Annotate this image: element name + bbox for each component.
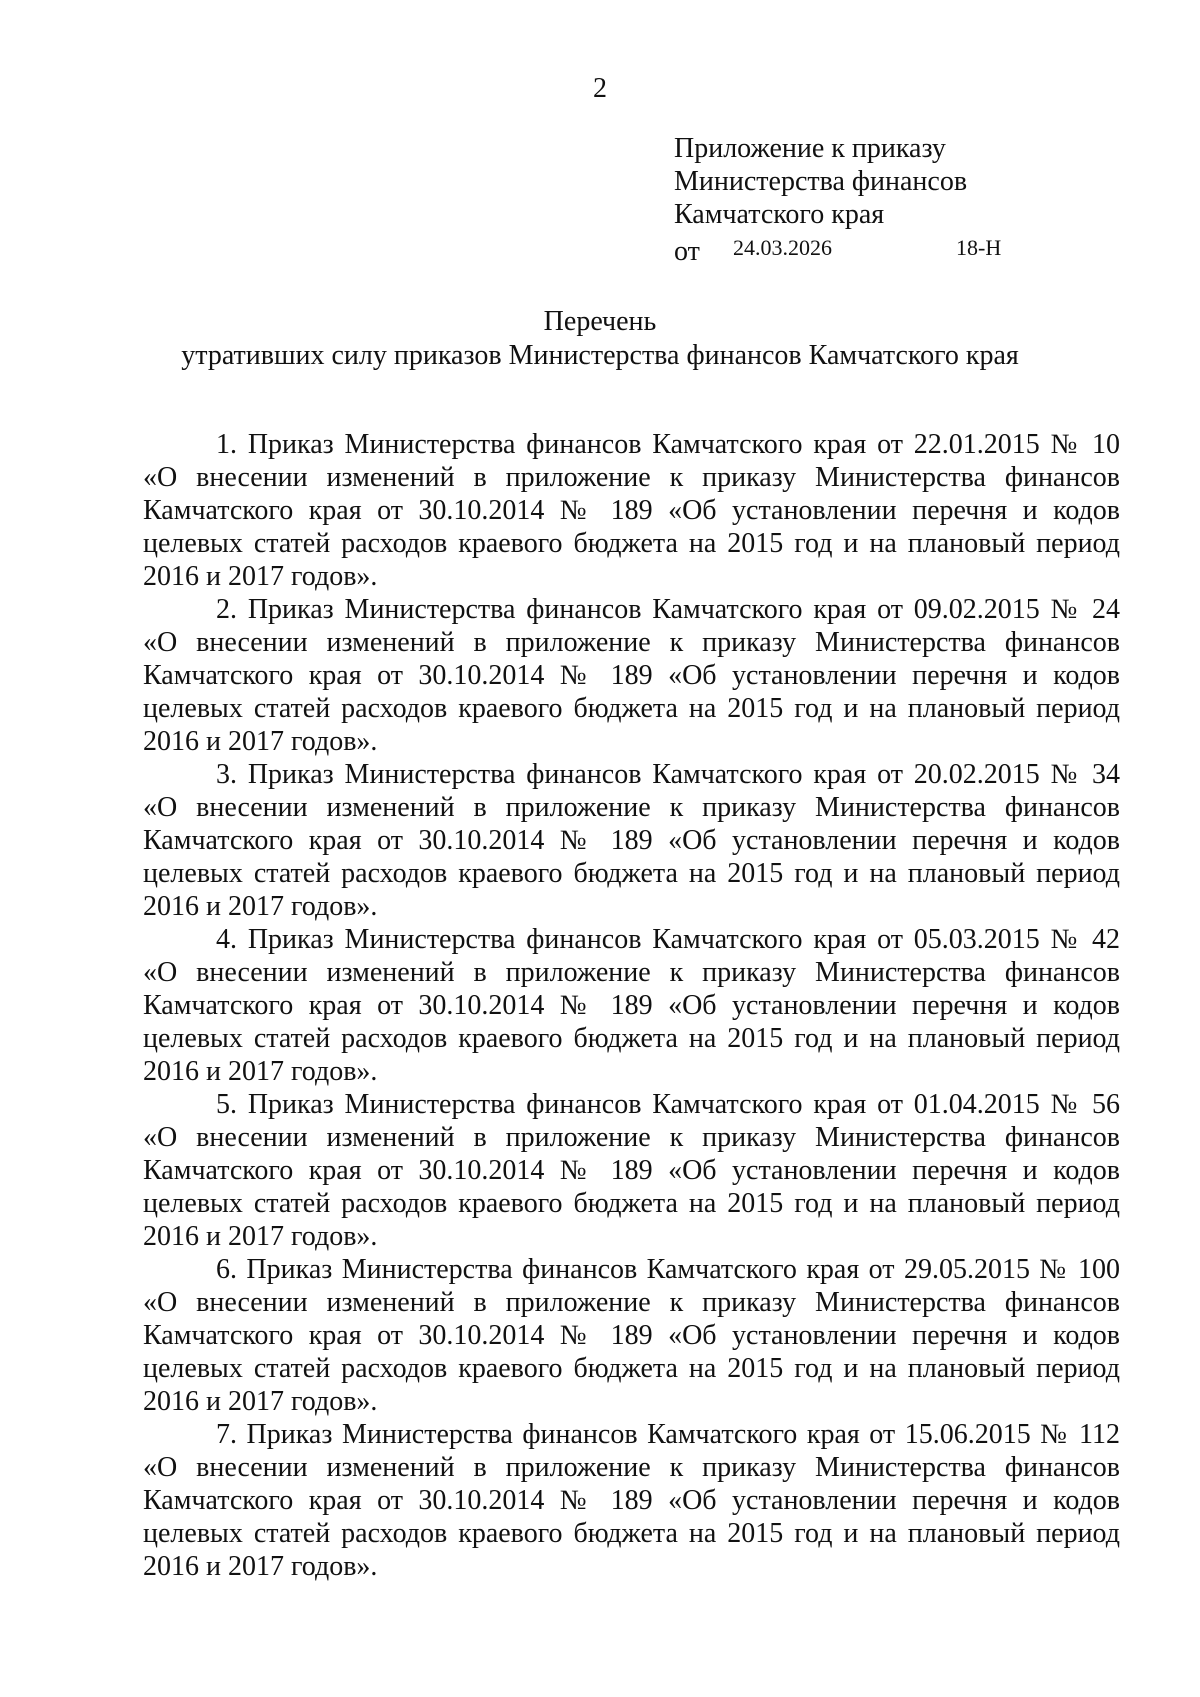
appendix-date-row — [674, 231, 1094, 265]
item-heading: 2. Приказ Министерства финансов Камчатского края от 09.02.2015 № 24 — [216, 594, 1120, 625]
item-body — [143, 791, 1120, 923]
order-list — [143, 428, 1120, 1583]
item-line: целевых статей расходов краевого бюджета на 2015 год и на плановый период — [143, 858, 1120, 889]
item-line: «О внесении изменений в приложение к приказу Министерства финансов — [143, 957, 1120, 988]
list-item — [143, 1253, 1120, 1418]
item-heading: 3. Приказ Министерства финансов Камчатского края от 20.02.2015 № 34 — [216, 759, 1120, 790]
order-number: 18-Н — [956, 235, 1002, 260]
item-line: «О внесении изменений в приложение к приказу Министерства финансов — [143, 1452, 1120, 1483]
item-line: Камчатского края от 30.10.2014 № 189 «Об установлении перечня и кодов — [143, 1320, 1120, 1351]
list-item — [143, 1418, 1120, 1583]
item-line: «О внесении изменений в приложение к приказу Министерства финансов — [143, 1287, 1120, 1318]
item-line: Камчатского края от 30.10.2014 № 189 «Об установлении перечня и кодов — [143, 495, 1120, 526]
list-item — [143, 923, 1120, 1088]
list-item — [143, 428, 1120, 593]
item-body — [143, 461, 1120, 593]
item-line: Камчатского края от 30.10.2014 № 189 «Об установлении перечня и кодов — [143, 825, 1120, 856]
title-line-1: Перечень — [543, 306, 657, 337]
item-line: 2016 и 2017 годов». — [143, 1221, 378, 1252]
item-body — [143, 956, 1120, 1088]
item-line: Камчатского края от 30.10.2014 № 189 «Об установлении перечня и кодов — [143, 990, 1120, 1021]
item-line: целевых статей расходов краевого бюджета на 2015 год и на плановый период — [143, 1353, 1120, 1384]
item-line: целевых статей расходов краевого бюджета на 2015 год и на плановый период — [143, 1518, 1120, 1549]
item-line: целевых статей расходов краевого бюджета на 2015 год и на плановый период — [143, 1023, 1120, 1054]
item-heading: 6. Приказ Министерства финансов Камчатского края от 29.05.2015 № 100 — [216, 1254, 1120, 1285]
item-body — [143, 1451, 1120, 1583]
order-date: 24.03.2026 — [733, 235, 832, 260]
item-heading: 5. Приказ Министерства финансов Камчатского края от 01.04.2015 № 56 — [216, 1089, 1120, 1120]
item-line: Камчатского края от 30.10.2014 № 189 «Об установлении перечня и кодов — [143, 660, 1120, 691]
item-line: 2016 и 2017 годов». — [143, 1056, 378, 1087]
item-heading: 1. Приказ Министерства финансов Камчатского края от 22.01.2015 № 10 — [216, 429, 1120, 460]
item-line: «О внесении изменений в приложение к приказу Министерства финансов — [143, 627, 1120, 658]
item-line: 2016 и 2017 годов». — [143, 1551, 378, 1582]
item-line: 2016 и 2017 годов». — [143, 726, 378, 757]
appendix-block — [674, 132, 1094, 265]
item-line: 2016 и 2017 годов». — [143, 561, 378, 592]
item-heading: 7. Приказ Министерства финансов Камчатского края от 15.06.2015 № 112 — [216, 1419, 1120, 1450]
list-item — [143, 758, 1120, 923]
item-line: целевых статей расходов краевого бюджета на 2015 год и на плановый период — [143, 528, 1120, 559]
appendix-line-1: Приложение к приказу — [674, 133, 946, 164]
item-body — [143, 1286, 1120, 1418]
item-line: целевых статей расходов краевого бюджета на 2015 год и на плановый период — [143, 693, 1120, 724]
item-line: «О внесении изменений в приложение к приказу Министерства финансов — [143, 462, 1120, 493]
appendix-line-2: Министерства финансов — [674, 166, 968, 197]
title-line-2: утративших силу приказов Министерства финансов Камчатского края — [181, 340, 1019, 371]
item-body — [143, 1121, 1120, 1253]
item-line: целевых статей расходов краевого бюджета на 2015 год и на плановый период — [143, 1188, 1120, 1219]
item-line: 2016 и 2017 годов». — [143, 1386, 378, 1417]
item-line: 2016 и 2017 годов». — [143, 891, 378, 922]
item-line: «О внесении изменений в приложение к приказу Министерства финансов — [143, 1122, 1120, 1153]
list-item — [143, 1088, 1120, 1253]
item-line: «О внесении изменений в приложение к приказу Министерства финансов — [143, 792, 1120, 823]
item-heading: 4. Приказ Министерства финансов Камчатского края от 05.03.2015 № 42 — [216, 924, 1120, 955]
page-number: 2 — [593, 73, 607, 104]
date-prefix: от — [674, 236, 700, 267]
document-title — [0, 305, 1200, 373]
appendix-line-3: Камчатского края — [674, 199, 885, 230]
list-item — [143, 593, 1120, 758]
item-line: Камчатского края от 30.10.2014 № 189 «Об установлении перечня и кодов — [143, 1485, 1120, 1516]
item-line: Камчатского края от 30.10.2014 № 189 «Об установлении перечня и кодов — [143, 1155, 1120, 1186]
item-body — [143, 626, 1120, 758]
